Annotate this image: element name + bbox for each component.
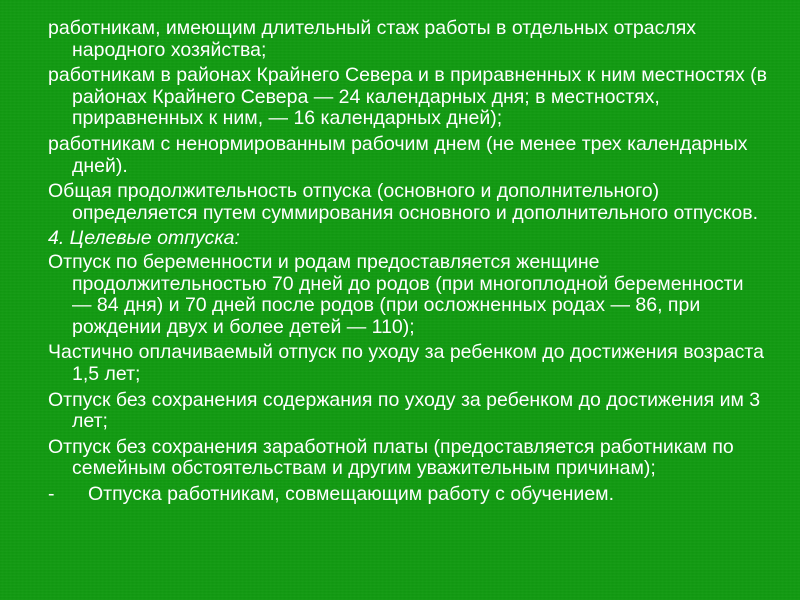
paragraph-long-service: работникам, имеющим длительный стаж работы в отдельных отраслях народного хозяйства; [48,17,697,61]
list-item-study-leave [48,484,768,506]
section-heading-target-leave: 4. Целевые отпуска: [48,227,240,250]
paragraph-far-north: работникам в районах Крайнего Севера и в приравненных к ним местностях (в районах Крайнего Севера — 24 календарных дня; в местностях, приравненных к ним, — 16 календарных дней); [48,64,768,130]
paragraph-childcare-1-5: Частично оплачиваемый отпуск по уходу за ребенком до достижения возраста 1,5 лет; [48,341,764,385]
paragraph-irregular-hours: работникам с ненормированным рабочим днем (не менее трех календарных дней). [48,132,748,177]
list-item-study-leave-text: Отпуска работникам, совмещающим работу с обучением. [88,482,614,505]
dash-marker: - [48,482,55,505]
paragraph-maternity-leave: Отпуск по беременности и родам предоставляется женщине продолжительностью 70 дней до родов (при многоплодной беременности — 84 дня) и 70 дней после родов (при осложненных родах — 86, при рождении двух и более детей — 110); [48,250,744,338]
paragraph-total-duration: Общая продолжительность отпуска (основного и дополнительного) определяется путем суммирования основного и дополнительного отпусков. [48,180,759,224]
paragraph-childcare-3: Отпуск без сохранения содержания по уходу за ребенком до достижения им 3 лет; [48,388,761,433]
slide-body [48,18,768,509]
paragraph-unpaid-leave: Отпуск без сохранения заработной платы (предоставляется работникам по семейным обстоятельствам и другим уважительным причинам); [48,435,734,480]
